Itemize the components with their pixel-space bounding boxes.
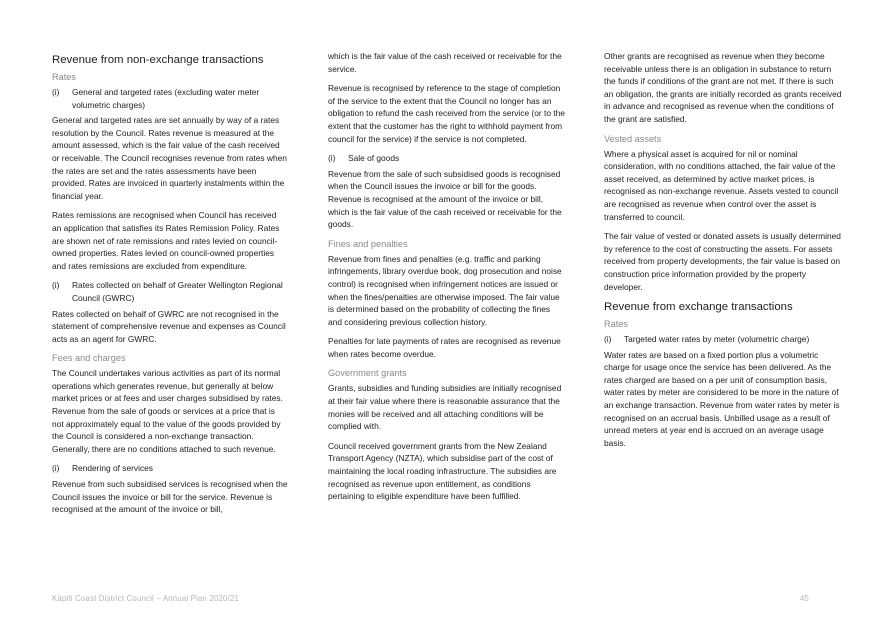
list-item bbox=[52, 279, 288, 304]
paragraph: Revenue from the sale of such subsidised goods is recognised when the Council issues the invoice or bill for the goods. Revenue is recognised at the amount of the invoice or bill, which is the fair value of the cash received or receivable for the goods. bbox=[328, 168, 562, 230]
paragraph: Rates remissions are recognised when Council has received an application that satisfies its Rates Remission Policy. Rates are shown net of rate remissions and rates levied on council-owned properties. Rates levied on council-owned properties and rates remissions are excluded from expenditure. bbox=[52, 210, 280, 271]
paragraph: Where a physical asset is acquired for nil or nominal consideration, with no conditions attached, the fair value of the asset received, as determined by active market prices, is recognised as non-exchange revenue. Assets vested to council are recognised as revenue when control over the asset is transferred to council. bbox=[604, 148, 839, 222]
paragraph: The Council undertakes various activities as part of its normal operations which generates revenue, but generally at below market prices or at fees and user charges subsidised by rates. Revenue from the sale of goods or services at a price that is not approximately equal to the value of the goods provided by the Council is considered a non-exchange transaction. Generally, there are no conditions attached to such revenue. bbox=[52, 368, 283, 454]
item-number: (i) bbox=[52, 463, 60, 474]
item-number: (i) bbox=[328, 153, 336, 164]
section-heading: Revenue from exchange transactions bbox=[604, 301, 793, 314]
paragraph: Grants, subsidies and funding subsidies are initially recognised at their fair value where there is reasonable assurance that the monies will be received and all attaching conditions will be complied with. bbox=[328, 383, 562, 432]
subheading-rates: Rates bbox=[52, 72, 77, 82]
paragraph: Revenue from fines and penalties (e.g. traffic and parking infringements, library overdue book, dog prosecution and noise control) is recognised when infringement notices are issued or when the fines/penalties are otherwise imposed. The fair value is determined based on the probability of collecting the fines and considering previous collection history. bbox=[328, 253, 562, 327]
item-number: (i) bbox=[604, 334, 612, 345]
subheading-fees: Fees and charges bbox=[52, 353, 126, 364]
paragraph: Water rates are based on a fixed portion plus a volumetric charge for usage once the service has been delivered. As the rates charged are based on a per unit of consumption basis, water rates by meter are considered to be more in the nature of an exchange transaction. Revenue from water rates by meter is recognised on an accrual basis. Unbilled usage as a result of unread meters at year end is accrued on an average usage basis. bbox=[604, 349, 840, 448]
subheading-fines: Fines and penalties bbox=[328, 238, 408, 249]
list-item bbox=[52, 462, 288, 475]
item-number: (i) bbox=[52, 87, 60, 97]
paragraph: Penalties for late payments of rates are recognised as revenue when rates become overdue. bbox=[328, 336, 561, 359]
paragraph: Other grants are recognised as revenue when they become receivable unless there is an obligation in substance to return the funds if conditions of the grant are not met. If there is such an obligation, the grants are initially recorded as grants received in advance and recognised as revenue when the conditions of the grant are satisfied. bbox=[604, 51, 842, 124]
paragraph: The fair value of vested or donated assets is usually determined by reference to the cost of constructing the assets. For assets received from property developments, the fair value is based on construction price information provided by the property developer. bbox=[604, 231, 841, 292]
list-item bbox=[604, 333, 842, 346]
column-middle bbox=[328, 50, 566, 510]
item-number: (i) bbox=[52, 280, 60, 291]
paragraph: Revenue from such subsidised services is recognised when the Council issues the invoice or bill for the service. Revenue is recognised at the amount of the invoice or bill, bbox=[52, 479, 288, 515]
subheading-grants: Government grants bbox=[328, 368, 407, 379]
item-text: Rendering of services bbox=[72, 463, 153, 474]
item-text: Targeted water rates by meter (volumetric charge) bbox=[624, 334, 810, 345]
section-heading: Revenue from non-exchange transactions bbox=[52, 54, 264, 66]
list-item bbox=[328, 152, 566, 165]
list-item bbox=[52, 86, 288, 111]
column-right bbox=[604, 50, 842, 456]
paragraph: Revenue is recognised by reference to the stage of completion of the service to the extent that the Council no longer has an obligation to refund the cash received from the service (or to the extent that the customer has the right to withhold payment from council for the service) if the service is not completed. bbox=[328, 83, 565, 144]
paragraph: which is the fair value of the cash received or receivable for the service. bbox=[328, 51, 562, 74]
paragraph: General and targeted rates are set annually by way of a rates resolution by the Council. Rates revenue is measured at the amount assessed, which is the fair value of the cash received or receivable. The Council recognises revenue from rates when the rates are set and the rates assessments have been provided. Rates are invoiced in quarterly instalments within the financial year. bbox=[52, 115, 287, 201]
subheading-vested: Vested assets bbox=[604, 133, 662, 144]
subheading-rates: Rates bbox=[604, 319, 629, 330]
column-left bbox=[52, 50, 288, 523]
item-text: General and targeted rates (excluding water meter volumetric charges) bbox=[72, 87, 260, 110]
footer-title: Kāpiti Coast District Council – Annual Plan 2020/21 bbox=[52, 594, 240, 603]
paragraph: Rates collected on behalf of GWRC are not recognised in the statement of comprehensive revenue and expenses as Council acts as an agent for GWRC. bbox=[52, 308, 286, 344]
paragraph: Council received government grants from the New Zealand Transport Agency (NZTA), which subsidise part of the cost of maintaining the local roading infrastructure. The subsidies are recognised as revenue upon entitlement, as conditions pertaining to eligible expenditure have been fulfilled. bbox=[328, 440, 557, 502]
page-number: 45 bbox=[800, 594, 809, 603]
item-text: Rates collected on behalf of Greater Wellington Regional Council (GWRC) bbox=[72, 280, 283, 303]
item-text: Sale of goods bbox=[348, 153, 400, 164]
